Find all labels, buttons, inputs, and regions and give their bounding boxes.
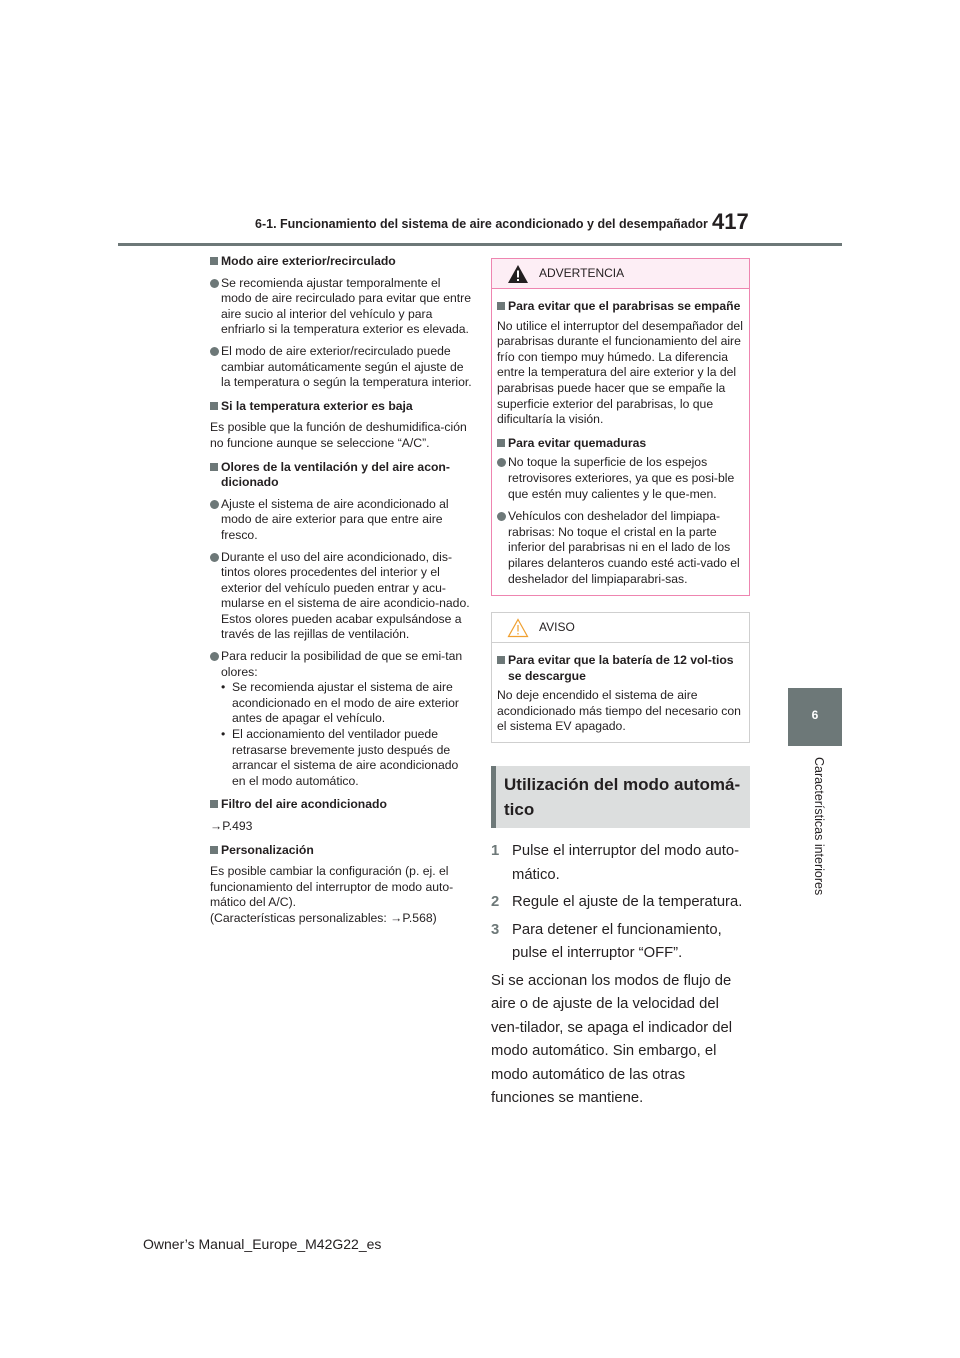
section-outside-recirc xyxy=(210,254,472,391)
section-odors xyxy=(210,460,472,790)
left-column xyxy=(210,254,472,935)
right-column xyxy=(491,258,750,1111)
notice-header-label: AVISO xyxy=(539,620,575,635)
body-paragraph: Si se accionan los modos de flujo de aire o de ajuste de la velocidad del ven-tilador, se apaga el indicador del modo automático. Sin embargo, el modo automático de las otras funciones se mantiene. xyxy=(491,972,733,1107)
sub-list-item: • Se recomienda ajustar el sistema de aire acondicionado en el modo de aire exterior antes de apagar el vehículo. xyxy=(221,680,459,726)
list-item: Ajuste el sistema de aire acondicionado al modo de aire exterior para que entre aire fresco. xyxy=(210,497,472,544)
chapter-title: 6-1. Funcionamiento del sistema de aire acondicionado y del desempañador xyxy=(255,217,708,231)
section-text: Es posible que la función de deshumidifica-ción no funcione aunque se seleccione “A/C”. xyxy=(210,420,467,450)
page-reference-link[interactable]: →P.493 xyxy=(210,819,253,833)
section-low-temperature xyxy=(210,399,472,452)
steps-list xyxy=(491,840,750,966)
sub-list-item: • El accionamiento del ventilador puede retrasarse brevemente justo después de arrancar el sistema de aire acondicionado en el modo automático. xyxy=(221,727,459,788)
warning-subtitle: Para evitar que el parabrisas se empañe xyxy=(497,299,744,315)
step-item: 1 Pulse el interruptor del modo auto-mático. xyxy=(491,840,750,887)
section-text: Es posible cambiar la configuración (p. ej. el funcionamiento del interruptor de modo auto-mático del A/C). (Características personalizables: →P.568) xyxy=(210,864,454,925)
circle-bullet-icon xyxy=(210,344,221,391)
notice-subtitle: Para evitar que la batería de 12 vol-tios se descargue xyxy=(497,653,744,684)
step-number: 2 xyxy=(491,894,500,911)
warning-header xyxy=(492,259,749,289)
notice-box xyxy=(491,612,750,743)
step-item: 2 Regule el ajuste de la temperatura. xyxy=(491,891,750,915)
page-reference-link[interactable]: (Características personalizables: →P.568) xyxy=(210,910,437,925)
notice-text: No deje encendido el sistema de aire acondicionado más tiempo del necesario con el sistema EV apagado. xyxy=(497,688,741,734)
square-bullet-icon xyxy=(497,436,508,452)
footer-text: Owner’s Manual_Europe_M42G22_es xyxy=(143,1236,382,1252)
square-bullet-icon xyxy=(210,254,221,270)
circle-bullet-icon xyxy=(497,455,508,502)
square-bullet-icon xyxy=(210,399,221,415)
circle-bullet-icon xyxy=(210,649,221,789)
circle-bullet-icon xyxy=(210,276,221,338)
warning-body xyxy=(492,289,749,595)
chapter-tab-label: Características interiores xyxy=(812,757,826,896)
circle-bullet-icon xyxy=(497,509,508,587)
square-bullet-icon xyxy=(210,843,221,859)
notice-body xyxy=(492,643,749,742)
step-number: 3 xyxy=(491,921,500,938)
list-item: El modo de aire exterior/recirculado puede cambiar automáticamente según el ajuste de la temperatura o según la temperatura interior. xyxy=(210,344,472,391)
section-heading: Utilización del modo automá-tico xyxy=(491,766,750,828)
warning-triangle-icon xyxy=(507,264,529,284)
square-bullet-icon xyxy=(497,299,508,315)
warning-box xyxy=(491,258,750,596)
warning-header-label: ADVERTENCIA xyxy=(539,266,625,280)
list-item: Durante el uso del aire acondicionado, dis-tintos olores procedentes del interior y el exterior del vehículo pueden entrar y acu-mularse en el sistema de aire acondicio-nado. Estos olores pueden acabar expulsándose a través de las rejillas de ventilación. xyxy=(210,550,472,644)
square-bullet-icon xyxy=(210,460,221,491)
section-title: Personalización xyxy=(210,843,472,859)
page-number: 417 xyxy=(712,209,749,234)
circle-bullet-icon xyxy=(210,550,221,644)
step-item: 3 Para detener el funcionamiento, pulse el interruptor “OFF”. xyxy=(491,919,750,966)
notice-header xyxy=(492,613,749,643)
list-item: Vehículos con deshelador del limpiapa-rabrisas: No toque el cristal en la parte inferior del parabrisas ni en el lado de los pilares delanteros cuando esté acti-vado el deshelador del limpiaparabri-sas. xyxy=(497,509,744,587)
warning-text: No utilice el interruptor del desempañador del parabrisas durante el funcionamiento del aire frío con tiempo muy húmedo. La diferencia entre la temperatura del aire exterior y la del parabrisas puede hacer que se empañe la superficie exterior del parabrisas, lo que dificultaría la visión. xyxy=(497,318,743,427)
section-filter xyxy=(210,797,472,834)
section-title: Si la temperatura exterior es baja xyxy=(210,399,472,415)
square-bullet-icon xyxy=(210,797,221,813)
chapter-tab-number: 6 xyxy=(811,708,819,722)
list-item: No toque la superficie de los espejos retrovisores exteriores, ya que es posi-ble que estén muy calientes y le que-men. xyxy=(497,455,744,502)
caution-triangle-icon xyxy=(507,618,529,638)
warning-subtitle: Para evitar quemaduras xyxy=(497,436,744,452)
section-title: Olores de la ventilación y del aire acon-dicionado xyxy=(210,460,472,491)
section-customization xyxy=(210,843,472,927)
circle-bullet-icon xyxy=(210,497,221,544)
list-item: Para reducir la posibilidad de que se emi-tan olores: • Se recomienda ajustar el sistema de aire acondicionado en el modo de aire exterior antes de apagar el vehículo. • El accionamiento del ventilador puede retrasarse brevemente justo después de arrancar el sistema de aire acondicionado en el modo automático. xyxy=(210,649,472,789)
list-item: Se recomienda ajustar temporalmente el modo de aire recirculado para evitar que entre aire sucio al interior del vehículo y para enfriarlo si la temperatura exterior es elevada. xyxy=(210,276,472,338)
section-title: Filtro del aire acondicionado xyxy=(210,797,472,813)
header-rule xyxy=(118,243,842,246)
square-bullet-icon xyxy=(497,653,508,684)
step-number: 1 xyxy=(491,843,500,860)
section-title: Modo aire exterior/recirculado xyxy=(210,254,472,270)
chapter-tab[interactable] xyxy=(788,688,842,746)
